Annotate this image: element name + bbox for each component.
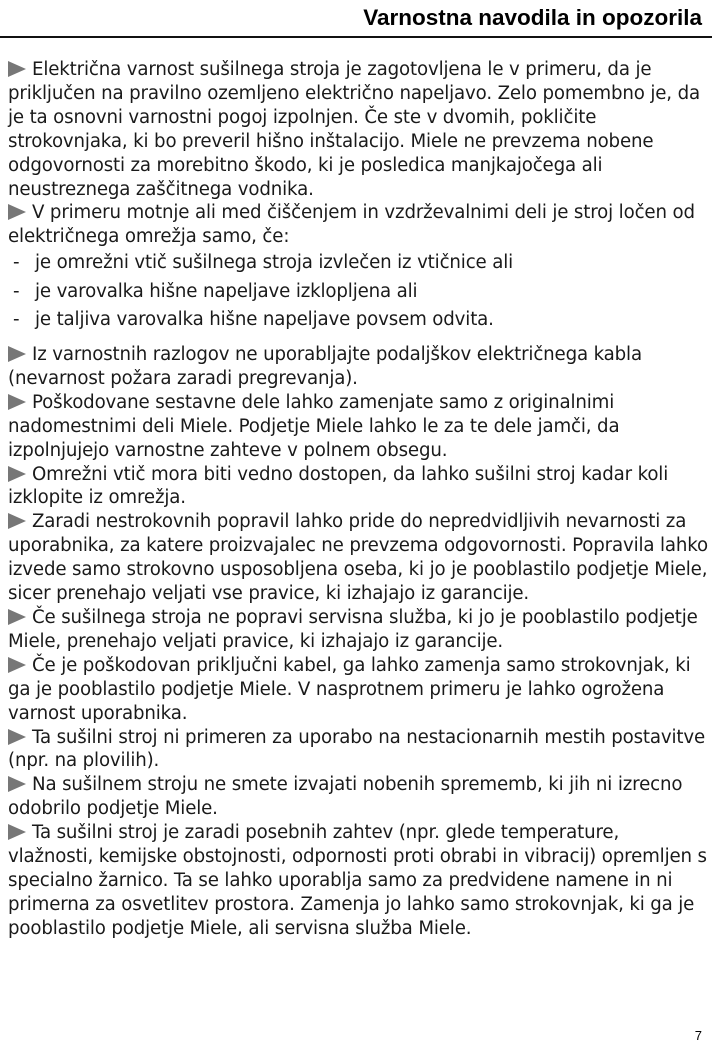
safety-instructions (8, 58, 708, 941)
paragraph-text: Omrežni vtič mora biti vedno dostopen, da lahko sušilni stroj kadar koli izklopite iz omrežja. (8, 463, 669, 509)
safety-paragraph (8, 654, 708, 726)
safety-paragraph (8, 463, 708, 511)
safety-paragraph (8, 726, 708, 774)
dash-marker: - (13, 309, 20, 331)
bullet-arrow-icon (8, 729, 26, 745)
dash-marker: - (13, 252, 20, 274)
disconnect-conditions-list (8, 249, 708, 335)
paragraph-text: Ta sušilni stroj ni primeren za uporabo na nestacionarnih mestih postavitve (npr. na plovilih). (8, 726, 706, 772)
paragraph-text: Če je poškodovan priključni kabel, ga lahko zamenja samo strokovnjak, ki ga je pooblastilo podjetje Miele. V nasprotnem primeru je lahko ogrožena varnost uporabnika. (8, 654, 691, 724)
paragraph-text: Električna varnost sušilnega stroja je zagotovljena le v primeru, da je priključen na pravilno ozemljeno električno napeljavo. Zelo pomembno je, da je ta osnovni varnostni pogoj izpolnjen. Če ste v dvomih, pokličite strokovnjaka, ki bo preveril hišno inštalacijo. Miele ne prevzema nobene odgovornosti za morebitno škodo, ki je posledica manjkajočega ali neustreznega zaščitnega vodnika. (8, 59, 700, 200)
dash-marker: - (13, 280, 20, 302)
paragraph-text: V primeru motnje ali med čiščenjem in vzdrževalnimi deli je stroj ločen od električnega omrežja samo, če: (8, 202, 695, 248)
safety-paragraph (8, 58, 708, 201)
bullet-arrow-icon (8, 466, 26, 482)
page-header (0, 0, 712, 38)
bullet-arrow-icon (8, 776, 26, 792)
safety-paragraph (8, 510, 708, 606)
safety-paragraph (8, 606, 708, 654)
bullet-arrow-icon (8, 513, 26, 529)
paragraph-text: Poškodovane sestavne dele lahko zamenjate samo z originalnimi nadomestnimi deli Miele. Podjetje Miele lahko le za te dele jamči, da izpolnjujejo varnostne zahteve v polnem obsegu. (8, 391, 620, 461)
bullet-arrow-icon (8, 657, 26, 673)
safety-paragraph (8, 391, 708, 463)
safety-paragraph (8, 821, 708, 941)
bullet-arrow-icon (8, 61, 26, 77)
list-item-text: je varovalka hišne napeljave izklopljena ali (35, 280, 418, 302)
bullet-arrow-icon (8, 824, 26, 840)
list-item-text: je taljiva varovalka hišne napeljave povsem odvita. (35, 309, 494, 331)
list-item (8, 278, 708, 307)
bullet-arrow-icon (8, 609, 26, 625)
section-title: Varnostna navodila in opozorila (363, 5, 702, 30)
safety-paragraph (8, 773, 708, 821)
paragraph-text: Na sušilnem stroju ne smete izvajati nobenih sprememb, ki jih ni izrecno odobrilo podjetje Miele. (8, 774, 683, 820)
list-item (8, 306, 708, 335)
bullet-arrow-icon (8, 346, 26, 362)
bullet-arrow-icon (8, 204, 26, 220)
safety-paragraph (8, 343, 708, 391)
bullet-arrow-icon (8, 394, 26, 410)
paragraph-text: Če sušilnega stroja ne popravi servisna služba, ki jo je pooblastilo podjetje Miele, prenehajo veljati pravice, ki izhajajo iz garancije. (8, 607, 698, 652)
safety-paragraph (8, 201, 708, 249)
page-number: 7 (694, 1028, 702, 1043)
paragraph-text: Ta sušilni stroj je zaradi posebnih zahtev (npr. glede temperature, vlažnosti, kemijske obstojnosti, odpornosti proti obrabi in vibracij) opremljen s specialno žarnico. Ta se lahko uporablja samo za predvidene namene in ni primerna za osvetlitev prostora. Zamenja jo lahko samo strokovnjak, ki ga je pooblastilo podjetje Miele, ali servisna služba Miele. (8, 822, 707, 939)
paragraph-text: Zaradi nestrokovnih popravil lahko pride do nepredvidljivih nevarnosti za uporabnika, za katere proizvajalec ne prevzema odgovornosti. Popravila lahko izvede samo strokovno usposobljena oseba, ki jo je pooblastilo podjetje Miele, sicer prenehajo veljati vse pravice, ki izhajajo iz garancije. (8, 511, 709, 605)
paragraph-text: Iz varnostnih razlogov ne uporabljajte podaljškov električnega kabla (nevarnost požara zaradi pregrevanja). (8, 344, 642, 389)
list-item-text: je omrežni vtič sušilnega stroja izvlečen iz vtičnice ali (35, 252, 514, 274)
list-item (8, 249, 708, 278)
